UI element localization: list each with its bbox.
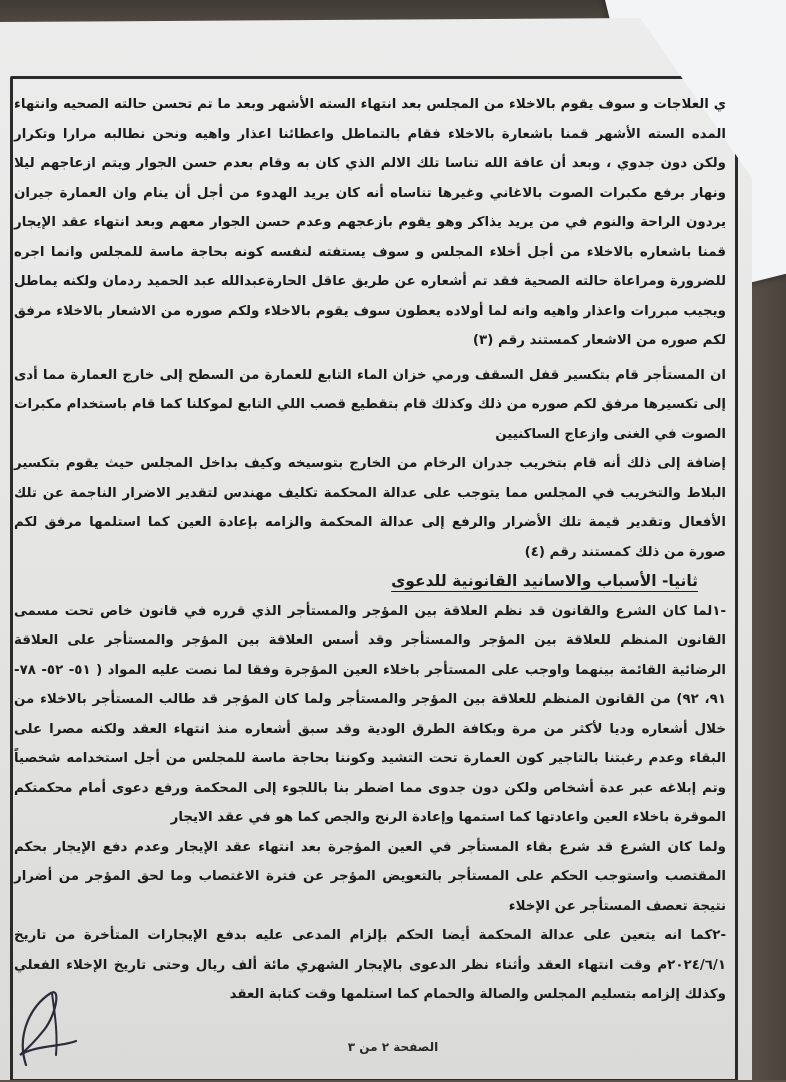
body-paragraph-2: ان المستأجر قام بتكسير قفل السقف ورمي خزان الماء التابع للعمارة من السطح إلى خارج العمارة مما أدى إلى تكسيرها مرفق لكم صوره من ذلك وكذلك قام بتقطيع قصب اللي التابع لموكلنا كما قام باستخدام مكبرات الصوت في الغنى وازعاج الساكنيين — [14, 367, 726, 442]
page-number: الصفحة ٢ من ٣ — [347, 1040, 439, 1054]
document-body — [14, 90, 726, 1050]
body-paragraph-3: إضافة إلى ذلك أنه قام بتخريب جدران الرخام من الخارج بتوسيخه وكيف بداخل المجلس حيث يقوم بتكسير البلاط والتخريب في المجلس مما يتوجب على عدالة المحكمة تكليف مهندس لتقدير الاضرار الناجمة عن تلك الأفعال وتقدير قيمة تلك الأضرار والرفع إلى عدالة المحكمة والزامه بإعادة العين كما استلمها مرفق لكم صورة من ذلك كمستند رقم (٤) — [14, 456, 726, 560]
handwritten-signature — [6, 975, 96, 1070]
section-paragraph-2: ولما كان الشرع قد شرع بقاء المستأجر في العين المؤجرة بعد انتهاء عقد الإيجار وعدم دفع الإيجار بحكم المقتصب واستوجب الحكم على المستأجر بالتعويض المؤجر عن فترة الاغتصاب وما لحق المؤجر من أضرار نتيجة تعصف المستأجر عن الإخلاء — [14, 839, 726, 914]
section-paragraph-1: -١لما كان الشرع والقانون قد نظم العلاقة بين المؤجر والمستأجر الذي قرره في قانون خاص تحت مسمى القانون المنظم للعلاقة بين المؤجر والمستأجر وقد أسس العلاقة بين المؤجر والمستأجر على العلاقة الرضائية القائمة بينهما واوجب على المستأجر باخلاء العين المؤجرة وفقا لما نصت عليه المواد ( ٥١- ٥٢- ٧٨- ٩١، ٩٢) من القانون المنظم للعلاقة بين المؤجر والمستأجر ولما كان المؤجر قد طالب المستأجر بالاخلاء من خلال أشعاره وديا لأكثر من مرة وبكافة الطرق الودية وقد سبق أشعاره منذ انتهاء العقد ولكنه مصرا على البقاء وعدم رغبتنا بالتاجير كون العمارة تحت التشيد وكوننا بحاجة ماسة للمجلس من أجل استخدامه شخصياً وتم إبلاغه عبر عدة أشخاص ولكن دون جدوى مما اضطر بنا باللجوء إلى المحكمة ورفع دعوى أمام محكمتكم الموقرة باخلاء العين واعادتها كما استمها وإعادة الرنج والجص كما هو في عقد الايجار — [14, 603, 727, 825]
section-paragraph-3: -٢كما انه يتعين على عدالة المحكمة أيضا الحكم بإلزام المدعى عليه بدفع الإيجارات المتأخرة من تاريخ ٢٠٢٤/٦/١م وقت انتهاء العقد وأثناء نظر الدعوى بالإيجار الشهري مائة ألف ريال وحتى تاريخ الإخلاء الفعلي وكذلك إلزامه بتسليم المجلس والصالة والحمام كما استلمها وقت كتابة العقد — [14, 928, 726, 1002]
body-paragraph-1: ي العلاجات و سوف يقوم بالاخلاء من المجلس بعد انتهاء السته الأشهر وبعد ما تم تحسن حالته الصحيه وانتهاء المده السته الأشهر قمنا باشعارة بالاخلاء فقام بالتماطل واعطائنا اعذار واهيه ونحن نطالبه مرارا وتكرار ولكن دون جدوي ، وبعد أن عافة الله تناسا تلك الالم الذي كان به وقام بعدم حسن الجوار ويتم ازعاجهم ليلا ونهار برفع مكبرات الصوت بالاغاني وغيرها تناساه أنه كان يريد الهدوء من أجل أن ينام وان العمارة جيران يردون الراحة والنوم في من يريد يذاكر وهو يقوم بازعجهم وعدم حسن الجوار معهم وبعد انتهاء عقد الإيجار قمنا باشعاره بالاخلاء من أجل أخلاء المجلس و سوف يستفته لنفسه كونه بحاجة ماسة للمجلس وانما اجره للضرورة ومراعاة حالته الصحية فقد تم أشعاره عن طريق عاقل الحارةعبدالله عبد الحميد ردمان ولكنه يماطل ويجيب مبررات واعذار واهيه وانه لما أولاده يعطون سوف يقوم بالاخلاء ولكم صوره من الاشعار بالاخلاء مرفق لكم صوره من الاشعار كمستند رقم (٣) — [14, 97, 726, 348]
section-title: ثانيا- الأسباب والاسانيد القانونية للدعوى — [391, 572, 698, 590]
